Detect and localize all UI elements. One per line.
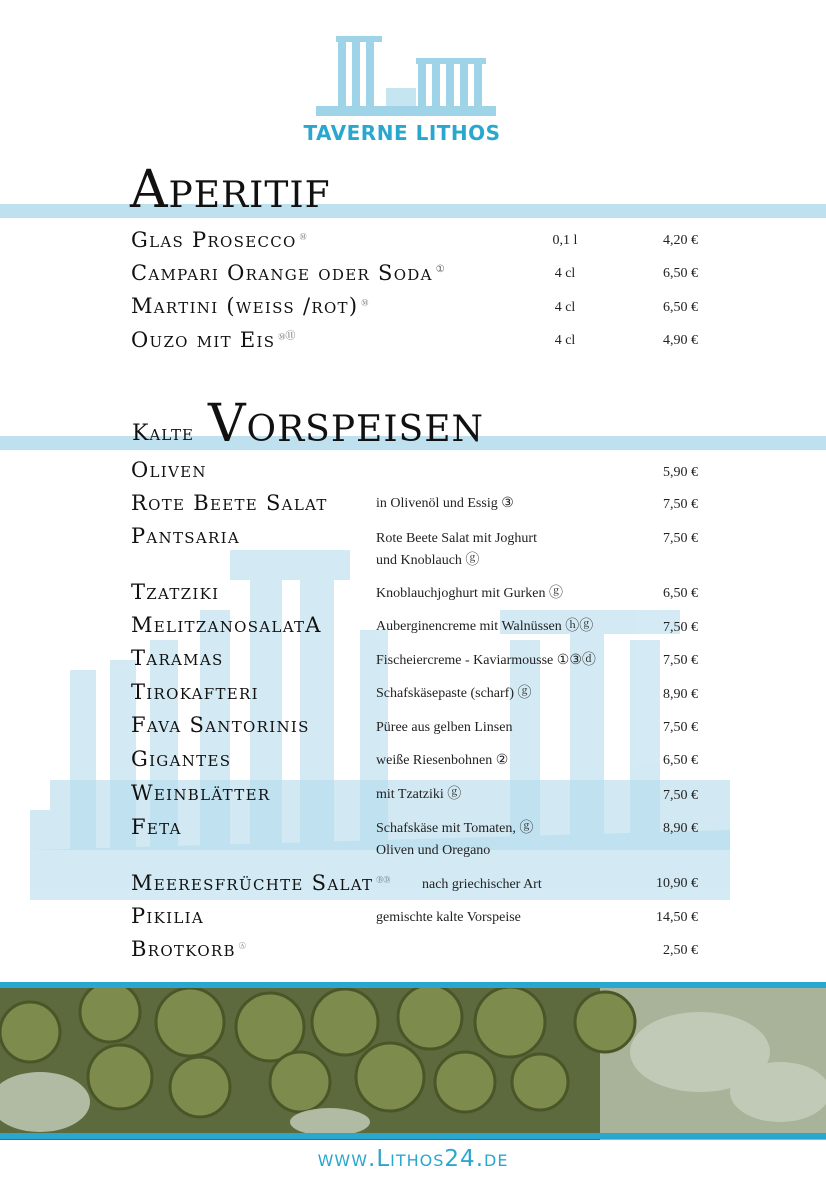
item-name: Meeresfrüchte Salat ⓑⓓ	[131, 871, 391, 895]
item-name: Weinblätter	[131, 781, 271, 805]
item-name: Tirokafteri	[131, 680, 259, 704]
item-price: 2,50 €	[663, 943, 698, 958]
item-quantity: 0,1 l	[552, 233, 578, 248]
item-price: 10,90 €	[656, 876, 698, 891]
item-description: mit Tzatziki ⓖ	[376, 787, 462, 802]
item-price: 7,50 €	[663, 653, 698, 668]
header-stripe-aperitif	[0, 204, 826, 218]
item-description-line2: und Knoblauch ⓖ	[376, 553, 480, 568]
band-border-bottom	[0, 1133, 826, 1139]
item-description: Schafskäsepaste (scharf) ⓖ	[376, 686, 532, 701]
item-price: 6,50 €	[663, 586, 698, 601]
item-description: Knoblauchjoghurt mit Gurken ⓖ	[376, 586, 564, 601]
item-price: 6,50 €	[663, 300, 698, 315]
item-name: Glas Prosecco ⓜ	[131, 228, 307, 252]
logo-text: TAVERNE LITHOS	[303, 121, 501, 145]
section-prefix-kalte: Kalte	[132, 421, 194, 446]
item-price: 6,50 €	[663, 753, 698, 768]
item-price: 6,50 €	[663, 266, 698, 281]
item-price: 5,90 €	[663, 465, 698, 480]
item-name: MelitzanosalatA	[131, 613, 322, 637]
item-price: 14,50 €	[656, 910, 698, 925]
item-name: Pantsaria	[131, 524, 240, 548]
item-description: nach griechischer Art	[422, 877, 542, 892]
item-price: 7,50 €	[663, 720, 698, 735]
item-description: Rote Beete Salat mit Joghurt	[376, 531, 537, 546]
item-name: Rote Beete Salat	[131, 491, 328, 515]
item-name: Gigantes	[131, 747, 232, 771]
footer-website-link[interactable]: www.Lithos24.de	[317, 1146, 509, 1172]
item-price: 4,90 €	[663, 333, 698, 348]
item-name: Tzatziki	[131, 580, 220, 604]
section-title-vorspeisen: Vorspeisen	[208, 394, 484, 454]
item-description: Schafskäse mit Tomaten, ⓖ	[376, 821, 534, 836]
item-description: weiße Riesenbohnen ②	[376, 753, 509, 768]
item-name: Fava Santorinis	[131, 713, 310, 737]
item-name: Martini (weiss /rot) ⓜ	[131, 294, 369, 318]
item-name: Ouzo mit Eis ⓜ⑪	[131, 328, 296, 352]
section-title-aperitif: Aperitif	[130, 160, 331, 220]
item-description: in Olivenöl und Essig ③	[376, 496, 514, 511]
item-name: Oliven	[131, 458, 207, 482]
item-price: 8,90 €	[663, 687, 698, 702]
item-price: 4,20 €	[663, 233, 698, 248]
item-description: Auberginencreme mit Walnüssen ⓗⓖ	[376, 619, 594, 634]
item-description-line2: Oliven und Oregano	[376, 843, 491, 858]
item-description: Fischeiercreme - Kaviarmousse ①③ⓓ	[376, 653, 596, 668]
item-quantity: 4 cl	[554, 333, 576, 348]
item-price: 7,50 €	[663, 497, 698, 512]
item-name: Feta	[131, 815, 182, 839]
item-description: Püree aus gelben Linsen	[376, 720, 513, 735]
item-quantity: 4 cl	[554, 266, 576, 281]
artichoke-photo-band	[0, 982, 826, 1140]
item-price: 8,90 €	[663, 821, 698, 836]
item-description: gemischte kalte Vorspeise	[376, 910, 521, 925]
logo	[296, 18, 526, 148]
item-price: 7,50 €	[663, 620, 698, 635]
item-name: Taramas	[131, 646, 224, 670]
temple-logo-icon	[316, 18, 496, 118]
item-price: 7,50 €	[663, 531, 698, 546]
item-name: Campari Orange oder Soda ①	[131, 261, 445, 285]
item-price: 7,50 €	[663, 788, 698, 803]
band-border-top	[0, 982, 826, 988]
item-name: Brotkorb ⓐ	[131, 937, 246, 961]
item-name: Pikilia	[131, 904, 205, 928]
item-quantity: 4 cl	[554, 300, 576, 315]
